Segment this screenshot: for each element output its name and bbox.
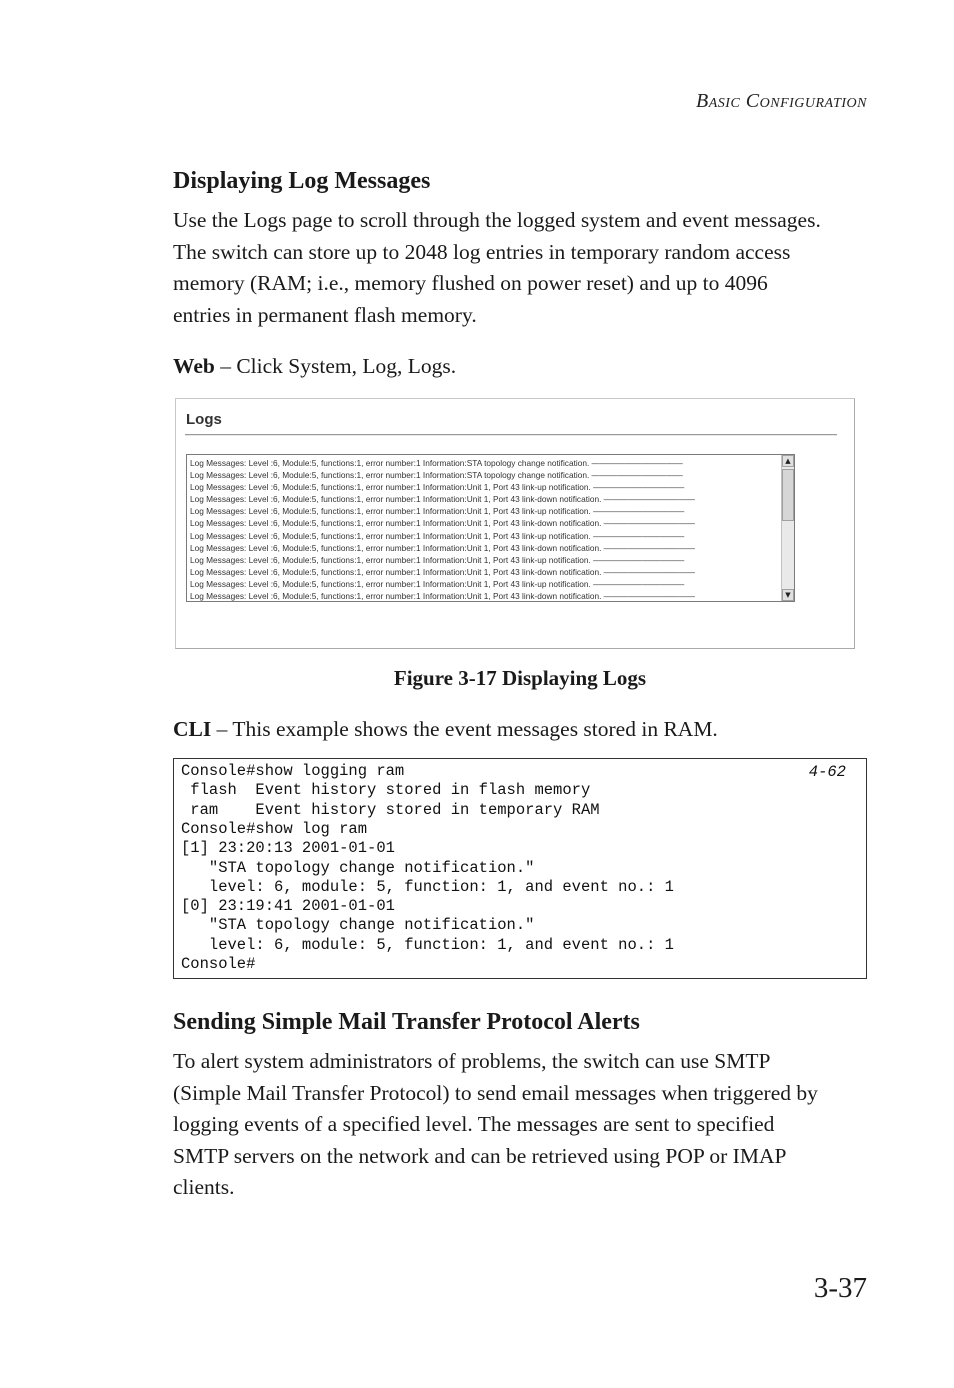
running-header: Basic Configuration <box>696 90 867 112</box>
logs-screenshot-figure <box>175 398 855 649</box>
code-line: Console#show log ram <box>181 819 368 838</box>
web-text: – Click System, Log, Logs. <box>214 354 457 378</box>
log-entry[interactable]: Log Messages: Level :6, Module:5, functions:1, error number:1 Information:Unit 1, Port 43 link-down notification. ——————————— <box>190 542 695 553</box>
code-line: "STA topology change notification." <box>181 916 535 935</box>
code-line: level: 6, module: 5, function: 1, and event no.: 1 <box>181 935 674 954</box>
log-entry[interactable]: Log Messages: Level :6, Module:5, functions:1, error number:1 Information:STA topology change notification. ——————————— <box>190 458 683 468</box>
code-line: ram Event history stored in temporary RAM <box>181 800 600 819</box>
cli-instruction <box>173 714 873 746</box>
log-entry[interactable]: Log Messages: Level :6, Module:5, functions:1, error number:1 Information:Unit 1, Port 43 link-up notification. ——————————— <box>190 554 685 565</box>
section-body-smtp-alerts <box>173 1046 873 1204</box>
code-line: flash Event history stored in flash memory <box>181 781 591 800</box>
log-entry[interactable]: Log Messages: Level :6, Module:5, functions:1, error number:1 Information:Unit 1, Port 43 link-down notification. ——————————— <box>190 591 695 602</box>
log-entry[interactable]: Log Messages: Level :6, Module:5, functions:1, error number:1 Information:STA topology change notification. ——————————— <box>190 470 683 481</box>
scroll-up-arrow-icon[interactable]: ▲ <box>782 455 794 467</box>
log-entry[interactable]: Log Messages: Level :6, Module:5, functions:1, error number:1 Information:Unit 1, Port 43 link-down notification. ——————————— <box>190 494 695 505</box>
cli-code-block <box>173 758 867 979</box>
title-divider <box>185 434 837 436</box>
scrollbar-thumb[interactable] <box>782 469 794 521</box>
web-label: Web <box>173 354 215 378</box>
log-entry[interactable]: Log Messages: Level :6, Module:5, functions:1, error number:1 Information:Unit 1, Port 43 link-down notification. ——————————— <box>190 518 695 529</box>
body-line: To alert system administrators of problems, the switch can use SMTP <box>173 1049 771 1073</box>
body-line: memory (RAM; i.e., memory flushed on power reset) and up to 4096 <box>173 271 768 295</box>
code-line: "STA topology change notification." <box>181 858 535 877</box>
body-line: The switch can store up to 2048 log entries in temporary random access <box>173 239 791 264</box>
web-instruction <box>173 351 873 383</box>
code-line: Console#show logging ram <box>181 762 405 780</box>
log-entry[interactable]: Log Messages: Level :6, Module:5, functions:1, error number:1 Information:Unit 1, Port 43 link-down notification. ——————————— <box>190 566 695 577</box>
body-line: Use the Logs page to scroll through the logged system and event messages. <box>173 208 821 232</box>
vertical-scrollbar[interactable] <box>781 455 794 601</box>
cli-text: – This example shows the event messages stored in RAM. <box>211 717 718 741</box>
code-line: [0] 23:19:41 2001-01-01 <box>181 897 395 916</box>
body-line: clients. <box>173 1175 235 1199</box>
section-body-log-messages <box>173 205 873 331</box>
log-entry[interactable]: Log Messages: Level :6, Module:5, functions:1, error number:1 Information:Unit 1, Port 43 link-up notification. ——————————— <box>190 482 685 493</box>
log-entry[interactable]: Log Messages: Level :6, Module:5, functions:1, error number:1 Information:Unit 1, Port 43 link-up notification. ——————————— <box>190 530 685 541</box>
scroll-down-arrow-icon[interactable]: ▼ <box>782 589 794 601</box>
page-number: 3-37 <box>813 1272 867 1304</box>
code-line: [1] 23:20:13 2001-01-01 <box>181 839 395 858</box>
section-heading-log-messages: Displaying Log Messages <box>173 168 431 194</box>
cli-label: CLI <box>173 717 212 741</box>
cli-reference: 4-62 <box>808 763 846 781</box>
log-list <box>190 457 780 602</box>
code-line: level: 6, module: 5, function: 1, and event no.: 1 <box>181 877 674 896</box>
figure-caption: Figure 3-17 Displaying Logs <box>393 666 647 690</box>
section-heading-smtp-alerts: Sending Simple Mail Transfer Protocol Alerts <box>173 1009 640 1035</box>
body-line: logging events of a specified level. The messages are sent to specified <box>173 1112 775 1136</box>
code-line: Console# <box>181 955 256 973</box>
logs-panel-title: Logs <box>186 411 222 428</box>
body-line: entries in permanent flash memory. <box>173 302 477 327</box>
log-entry[interactable]: Log Messages: Level :6, Module:5, functions:1, error number:1 Information:Unit 1, Port 43 link-up notification. ——————————— <box>190 578 685 589</box>
log-entry[interactable]: Log Messages: Level :6, Module:5, functions:1, error number:1 Information:Unit 1, Port 43 link-up notification. ——————————— <box>190 506 685 517</box>
body-line: SMTP servers on the network and can be retrieved using POP or IMAP <box>173 1143 787 1168</box>
log-messages-listbox[interactable] <box>186 454 795 602</box>
body-line: (Simple Mail Transfer Protocol) to send email messages when triggered by <box>173 1080 818 1105</box>
